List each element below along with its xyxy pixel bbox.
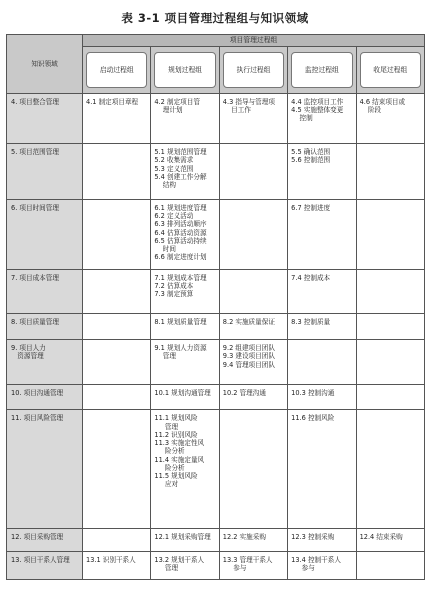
process-line: 4.1 制定项目章程 xyxy=(86,98,139,106)
process-cell xyxy=(83,199,151,269)
table-row xyxy=(7,410,425,528)
knowledge-area-cell xyxy=(7,314,83,340)
process-line: 10.2 管理沟通 xyxy=(222,388,266,397)
phase-executing: 执行过程组 xyxy=(219,47,287,94)
process-line: 5.1 规划范围管理 xyxy=(154,148,207,157)
phase-monitoring: 监控过程组 xyxy=(288,47,356,94)
process-line: 11.1 规划风险 xyxy=(154,414,198,423)
process-line: 8.3 控制质量 xyxy=(291,318,331,327)
knowledge-area-cell xyxy=(7,384,83,410)
process-line: 4.4 监控项目工作 xyxy=(291,98,344,106)
process-cell xyxy=(288,410,356,528)
process-cell xyxy=(288,144,356,200)
process-cell xyxy=(151,410,219,528)
process-cell xyxy=(151,384,219,410)
process-cell xyxy=(356,410,424,528)
process-line: 11.6 控制风险 xyxy=(291,414,335,423)
process-cell xyxy=(83,340,151,385)
process-cell xyxy=(288,314,356,340)
process-line: 4.2 制定项目管 xyxy=(154,98,200,106)
process-line: 6.2 定义活动 xyxy=(154,212,194,221)
process-cell xyxy=(151,144,219,200)
process-cell xyxy=(288,199,356,269)
process-line: 12.1 规划采购管理 xyxy=(154,532,211,541)
knowledge-area-cell xyxy=(7,269,83,314)
process-line: 7.4 控制成本 xyxy=(291,273,331,282)
process-line: 11.4 实施定量风 xyxy=(154,455,205,464)
table-caption: 表 3-1 项目管理过程组与知识领域 xyxy=(121,11,309,25)
process-cell xyxy=(151,528,219,551)
knowledge-area-cell xyxy=(7,552,83,580)
phase-planning: 规划过程组 xyxy=(151,47,219,94)
table-row xyxy=(7,94,425,144)
knowledge-area-label: 11. 项目风险管理 xyxy=(11,414,64,423)
process-line: 4.3 指导与管理项 xyxy=(222,98,275,106)
table-row xyxy=(7,552,425,580)
process-cell xyxy=(219,94,287,144)
process-line: 5.4 创建工作分解 xyxy=(154,172,207,181)
process-cell xyxy=(83,269,151,314)
knowledge-area-cell xyxy=(7,410,83,528)
process-line: 结构 xyxy=(154,181,176,190)
process-line: 10.3 控制沟通 xyxy=(291,388,335,397)
process-line: 险分析 xyxy=(154,447,185,456)
process-cell xyxy=(151,94,219,144)
process-line: 13.3 管理干系人 xyxy=(222,556,273,565)
process-cell xyxy=(219,410,287,528)
process-cell xyxy=(356,384,424,410)
process-cell xyxy=(356,269,424,314)
process-cell xyxy=(83,314,151,340)
knowledge-area-label: 5. 项目范围管理 xyxy=(11,148,59,157)
table-row xyxy=(7,199,425,269)
process-cell xyxy=(219,552,287,580)
process-knowledge-table xyxy=(6,34,425,580)
process-line: 9.4 管理项目团队 xyxy=(222,360,275,369)
process-cell xyxy=(288,384,356,410)
process-cell xyxy=(151,340,219,385)
process-line: 参与 xyxy=(222,564,247,573)
process-cell xyxy=(288,528,356,551)
table-row xyxy=(7,314,425,340)
process-cell xyxy=(83,410,151,528)
table-body xyxy=(7,94,425,580)
process-cell xyxy=(83,94,151,144)
process-line: 9.2 组建项目团队 xyxy=(222,344,275,353)
process-cell xyxy=(219,528,287,551)
process-line: 参与 xyxy=(291,564,315,573)
table-row xyxy=(7,528,425,551)
process-cell xyxy=(356,199,424,269)
process-cell xyxy=(151,314,219,340)
table-row xyxy=(7,340,425,385)
process-cell xyxy=(288,269,356,314)
process-line: 4.6 结束项目或 xyxy=(359,98,406,106)
process-cell xyxy=(151,269,219,314)
process-line: 4.5 实施整体变更 xyxy=(291,106,344,115)
knowledge-area-label: 12. 项目采购管理 xyxy=(11,532,64,541)
process-line: 6.3 排列活动顺序 xyxy=(154,220,207,229)
process-line: 13.2 规划干系人 xyxy=(154,556,205,565)
process-line: 12.4 结束采购 xyxy=(359,532,403,541)
knowledge-area-label: 8. 项目质量管理 xyxy=(11,318,59,327)
process-line: 5.5 确认范围 xyxy=(291,148,331,157)
knowledge-area-cell xyxy=(7,340,83,385)
process-line: 5.3 定义范围 xyxy=(154,164,194,173)
process-line: 13.4 控制干系人 xyxy=(291,556,341,565)
table-row xyxy=(7,384,425,410)
process-cell xyxy=(356,340,424,385)
phase-initiating: 启动过程组 xyxy=(83,47,151,94)
process-line: 理计划 xyxy=(154,106,183,115)
process-cell xyxy=(356,94,424,144)
knowledge-area-cell xyxy=(7,144,83,200)
knowledge-area-cell xyxy=(7,199,83,269)
process-line: 7.2 估算成本 xyxy=(154,282,194,291)
process-line: 8.2 实施质量保证 xyxy=(222,318,275,327)
process-line: 5.6 控制范围 xyxy=(291,156,331,165)
process-line: 6.4 估算活动资源 xyxy=(154,228,207,237)
process-cell xyxy=(151,552,219,580)
phase-closing: 收尾过程组 xyxy=(356,47,424,94)
process-line: 12.2 实施采购 xyxy=(222,532,266,541)
process-cell xyxy=(219,384,287,410)
process-cell xyxy=(219,269,287,314)
process-line: 阶段 xyxy=(359,106,382,115)
process-line: 12.3 控制采购 xyxy=(291,532,335,541)
process-line: 控制 xyxy=(291,114,313,123)
process-line: 9.3 建设项目团队 xyxy=(222,352,275,361)
process-cell xyxy=(83,144,151,200)
process-line: 13.1 识别干系人 xyxy=(86,556,136,565)
process-line: 6.7 控制进度 xyxy=(291,203,331,212)
process-cell xyxy=(83,552,151,580)
process-cell xyxy=(288,552,356,580)
process-line: 应对 xyxy=(154,480,179,489)
process-line: 6.6 制定进度计划 xyxy=(154,253,207,262)
process-line: 管理 xyxy=(154,564,179,573)
process-line: 7.3 制定预算 xyxy=(154,290,194,299)
process-line: 时间 xyxy=(154,245,176,254)
process-line: 9.1 规划人力资源 xyxy=(154,344,207,353)
process-cell xyxy=(356,314,424,340)
process-cell xyxy=(288,94,356,144)
knowledge-area-header: 知识领域 xyxy=(7,35,83,94)
knowledge-area-label: 4. 项目整合管理 xyxy=(11,98,59,106)
process-line: 管理 xyxy=(154,422,179,431)
process-cell xyxy=(83,528,151,551)
process-line: 11.5 规划风险 xyxy=(154,472,198,480)
process-cell xyxy=(219,314,287,340)
process-cell xyxy=(356,144,424,200)
process-cell xyxy=(219,340,287,385)
process-line: 管理 xyxy=(154,352,176,361)
process-cell xyxy=(288,340,356,385)
process-cell xyxy=(356,552,424,580)
process-cell xyxy=(356,528,424,551)
process-line: 5.2 收集需求 xyxy=(154,156,194,165)
process-line: 险分析 xyxy=(154,463,185,472)
knowledge-area-cell xyxy=(7,528,83,551)
process-cell xyxy=(151,199,219,269)
process-line: 6.5 估算活动持续 xyxy=(154,236,207,245)
process-line: 11.3 实施定性风 xyxy=(154,439,205,448)
knowledge-area-cell xyxy=(7,94,83,144)
knowledge-area-label: 6. 项目时间管理 xyxy=(11,203,59,212)
knowledge-area-label: 13. 项目干系人管理 xyxy=(11,556,70,565)
process-cell xyxy=(219,199,287,269)
process-line: 6.1 规划进度管理 xyxy=(154,203,207,212)
table-row xyxy=(7,144,425,200)
knowledge-area-label: 9. 项目人力 资源管理 xyxy=(11,344,46,361)
knowledge-area-label: 7. 项目成本管理 xyxy=(11,273,59,282)
process-line: 10.1 规划沟通管理 xyxy=(154,388,211,397)
process-line: 8.1 规划质量管理 xyxy=(154,318,207,327)
knowledge-area-label: 10. 项目沟通管理 xyxy=(11,388,64,397)
process-cell xyxy=(219,144,287,200)
process-line: 11.2 识别风险 xyxy=(154,430,198,439)
process-line: 目工作 xyxy=(222,106,251,115)
process-line: 7.1 规划成本管理 xyxy=(154,273,207,282)
table-row xyxy=(7,269,425,314)
process-cell xyxy=(83,384,151,410)
process-group-header: 项目管理过程组 xyxy=(83,35,425,47)
